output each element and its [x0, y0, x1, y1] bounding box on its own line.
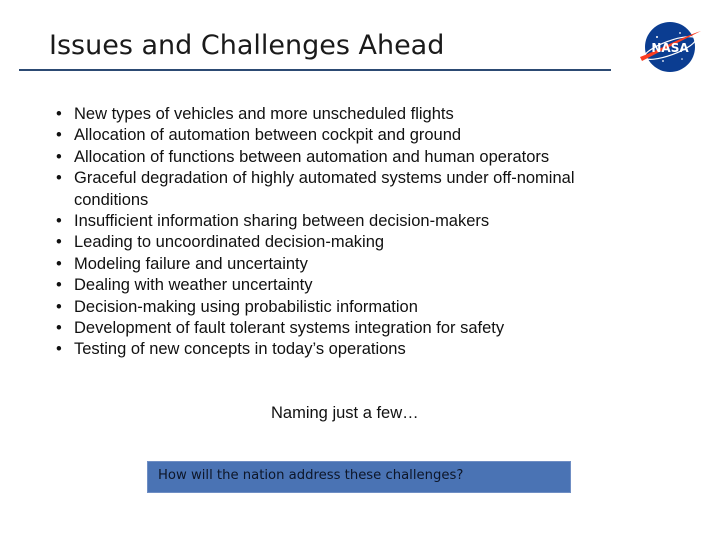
bullet-dot: • [56, 126, 62, 145]
bullet-item [53, 275, 618, 296]
bullet-text: Allocation of automation between cockpit and ground [74, 126, 462, 145]
bullet-dot: • [56, 340, 62, 359]
bullet-dot: • [56, 105, 62, 123]
bullet-text: Leading to uncoordinated decision-making [74, 233, 385, 252]
callout-box [147, 461, 571, 493]
bullet-item [53, 147, 618, 168]
bullet-text: Modeling failure and uncertainty [74, 254, 308, 273]
title-underline [19, 69, 611, 71]
bullet-text: Insufficient information sharing between decision-makers [74, 212, 490, 231]
bullet-item [53, 339, 618, 360]
bullet-item [53, 254, 618, 275]
bullet-text: Testing of new concepts in today’s operations [74, 340, 406, 359]
bullet-text: Decision-making using probabilistic information [74, 297, 418, 316]
bullet-item [53, 104, 618, 125]
bullet-item [53, 232, 618, 253]
bullet-dot: • [56, 212, 62, 231]
bullet-item [53, 318, 618, 339]
subtext: Naming just a few… [271, 404, 419, 422]
bullet-item [53, 211, 618, 232]
bullet-text: Dealing with weather uncertainty [74, 276, 313, 295]
bullet-dot: • [56, 254, 62, 273]
bullet-dot: • [56, 276, 62, 295]
bullet-item [53, 297, 618, 318]
logo-wordmark: NASA [651, 41, 689, 55]
bullet-text: Graceful degradation of highly automated systems under off-nominal conditions [74, 169, 575, 209]
bullet-dot: • [56, 147, 62, 166]
bullet-text: New types of vehicles and more unscheduled flights [74, 105, 454, 123]
nasa-logo [637, 17, 703, 77]
bullet-dot: • [56, 233, 62, 252]
bullet-text: Allocation of functions between automation and human operators [74, 147, 550, 166]
slide-title: Issues and Challenges Ahead [49, 30, 445, 61]
bullet-dot: • [56, 319, 62, 338]
nasa-meatball-icon [637, 17, 703, 77]
bullet-text: Development of fault tolerant systems integration for safety [74, 319, 505, 338]
challenge-list [53, 104, 618, 361]
bullet-item [53, 168, 618, 211]
bullet-item [53, 125, 618, 146]
bullet-dot: • [56, 169, 62, 188]
bullet-dot: • [56, 297, 62, 316]
callout-text: How will the nation address these challenges? [158, 468, 464, 483]
